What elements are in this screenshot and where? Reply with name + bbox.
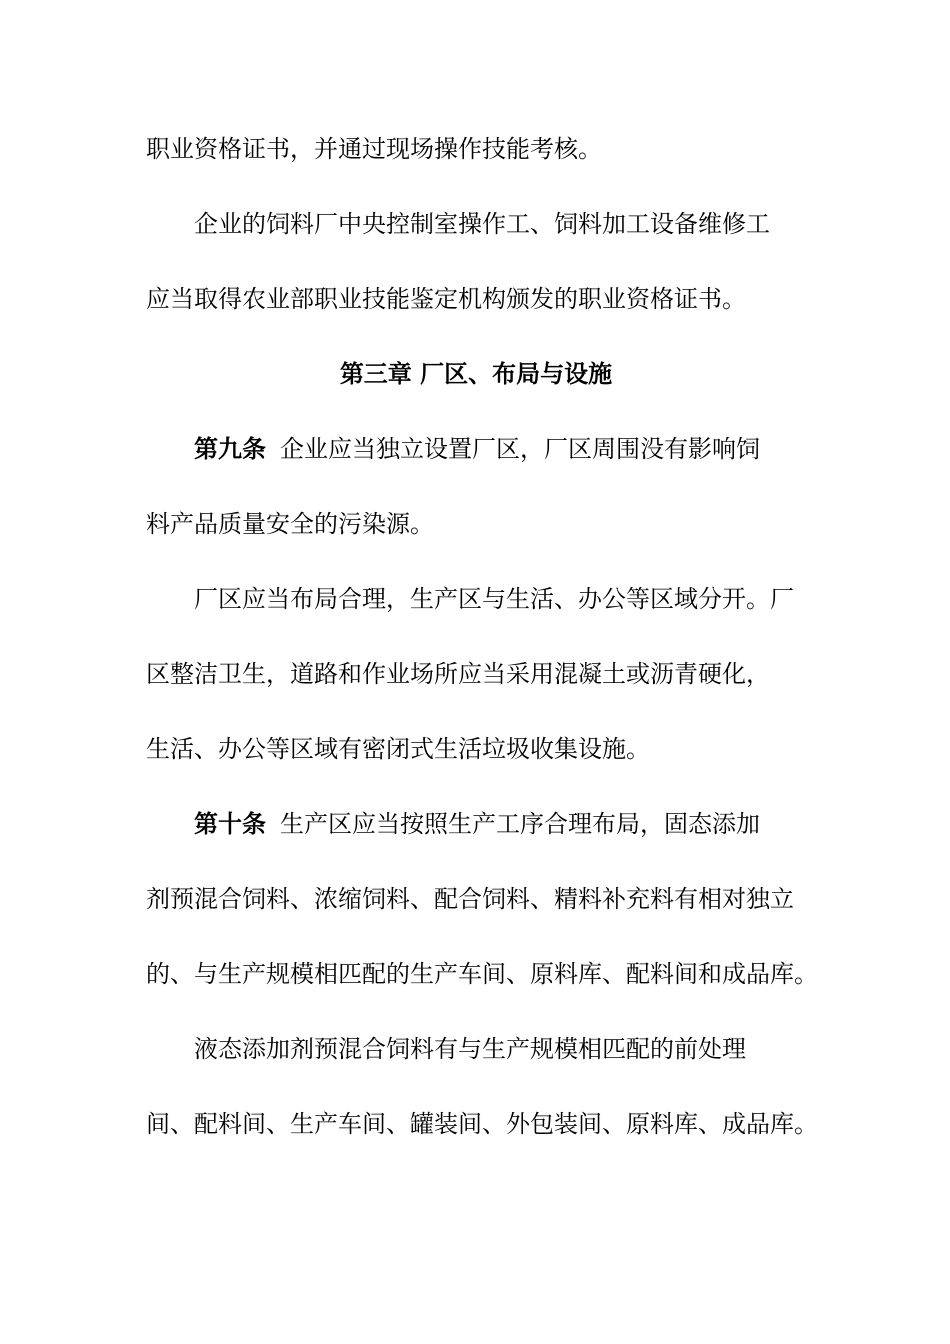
article-text: 企业应当独立设置厂区，厂区周围没有影响饲	[280, 435, 760, 463]
text-line: 厂区应当布局合理，生产区与生活、办公等区域分开。厂	[194, 585, 794, 613]
article-number: 第十条	[194, 809, 266, 838]
text-line: 料产品质量安全的污染源。	[146, 510, 434, 538]
text-line: 区整洁卫生，道路和作业场所应当采用混凝土或沥青硬化，	[146, 660, 770, 688]
article-number: 第九条	[194, 434, 266, 463]
article-text: 生产区应当按照生产工序合理布局，固态添加	[280, 810, 760, 838]
text-line: 生活、办公等区域有密闭式生活垃圾收集设施。	[146, 735, 650, 763]
article-10-line	[194, 809, 806, 839]
article-9-line	[194, 434, 806, 464]
text-line: 的、与生产规模相匹配的生产车间、原料库、配料间和成品库。	[146, 960, 818, 988]
text-line: 企业的饲料厂中央控制室操作工、饲料加工设备维修工	[194, 210, 770, 238]
text-line: 剂预混合饲料、浓缩饲料、配合饲料、精料补充料有相对独立	[146, 885, 794, 913]
text-line: 职业资格证书，并通过现场操作技能考核。	[146, 135, 602, 163]
text-line: 液态添加剂预混合饲料有与生产规模相匹配的前处理	[194, 1035, 746, 1063]
text-line: 间、配料间、生产车间、罐装间、外包装间、原料库、成品库。	[146, 1110, 818, 1138]
chapter-heading: 第三章 厂区、布局与设施	[339, 359, 613, 388]
text-line: 应当取得农业部职业技能鉴定机构颁发的职业资格证书。	[146, 285, 746, 313]
